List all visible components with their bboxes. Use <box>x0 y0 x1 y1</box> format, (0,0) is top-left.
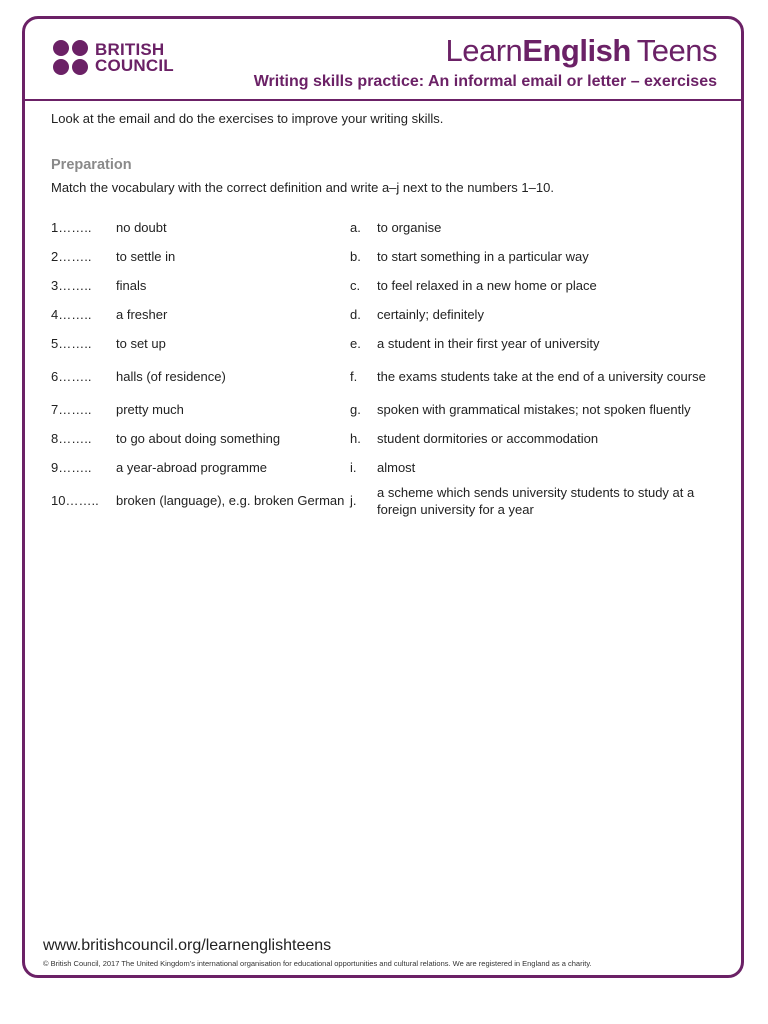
item-number: 2…….. <box>51 249 92 264</box>
british-council-logo <box>53 40 174 75</box>
definition-letter: i. <box>350 460 357 475</box>
item-number: 4…….. <box>51 307 92 322</box>
logo-line-2: COUNCIL <box>95 55 174 75</box>
item-number: 5…….. <box>51 336 92 351</box>
brand-english: English <box>522 33 631 68</box>
table-row <box>51 329 727 358</box>
logo-line-1: BRITISH <box>95 39 165 59</box>
vocabulary-word: finals <box>116 278 147 293</box>
definition-text: certainly; definitely <box>377 307 484 322</box>
definition-letter: a. <box>350 220 361 235</box>
item-number: 3…….. <box>51 278 92 293</box>
header <box>25 19 741 101</box>
definition-letter: c. <box>350 278 361 293</box>
item-number: 7…….. <box>51 402 92 417</box>
table-row <box>51 213 727 242</box>
definition-letter: j. <box>350 493 357 508</box>
definition-letter: d. <box>350 307 361 322</box>
vocabulary-word: to go about doing something <box>116 431 281 446</box>
item-number: 6…….. <box>51 369 92 384</box>
definition-text: the exams students take at the end of a university course <box>377 369 706 384</box>
definition-letter: g. <box>350 402 361 417</box>
definition-letter: f. <box>350 369 358 384</box>
preparation-instruction: Match the vocabulary with the correct definition and write a–j next to the numbers 1–10. <box>51 180 554 195</box>
item-number: 1…….. <box>51 220 92 235</box>
logo-dots-icon <box>53 40 88 75</box>
item-number: 10…….. <box>51 493 99 508</box>
definition-text: spoken with grammatical mistakes; not spoken fluently <box>377 402 691 417</box>
definition-letter: b. <box>350 249 361 264</box>
definition-text: to feel relaxed in a new home or place <box>377 278 597 293</box>
definition-text: a student in their first year of university <box>377 336 600 351</box>
table-row <box>51 300 727 329</box>
item-number: 8…….. <box>51 431 92 446</box>
vocabulary-table <box>51 213 727 519</box>
brand-learn: Learn <box>445 33 523 68</box>
item-number: 9…….. <box>51 460 92 475</box>
table-row <box>51 358 727 395</box>
definition-letter: e. <box>350 336 361 351</box>
table-row <box>51 482 727 519</box>
table-row <box>51 242 727 271</box>
page-frame <box>22 16 744 978</box>
definition-text: almost <box>377 460 416 475</box>
definition-text: to organise <box>377 220 442 235</box>
section-title-preparation: Preparation <box>51 157 132 173</box>
intro-text: Look at the email and do the exercises to improve your writing skills. <box>51 111 444 126</box>
table-row <box>51 424 727 453</box>
definition-letter: h. <box>350 431 361 446</box>
vocabulary-word: a fresher <box>116 307 168 322</box>
footer-url: www.britishcouncil.org/learnenglishteens <box>43 937 332 954</box>
brand-teens: Teens <box>636 33 717 68</box>
vocabulary-word: to settle in <box>116 249 176 264</box>
definition-text: to start something in a particular way <box>377 249 589 264</box>
vocabulary-word: pretty much <box>116 402 184 417</box>
vocabulary-word: no doubt <box>116 220 167 235</box>
table-row <box>51 271 727 300</box>
document-title: Writing skills practice: An informal email or letter – exercises <box>253 73 717 90</box>
definition-text: a scheme which sends university students to study at a foreign university for a year <box>377 484 695 517</box>
vocabulary-word: halls (of residence) <box>116 369 226 384</box>
vocabulary-word: to set up <box>116 336 166 351</box>
table-row <box>51 395 727 424</box>
definition-text: student dormitories or accommodation <box>377 431 599 446</box>
vocabulary-word: a year-abroad programme <box>116 460 268 475</box>
learnenglish-teens-brand <box>446 33 717 69</box>
footer-copyright: © British Council, 2017 The United Kingdom’s international organisation for educational opportunities and cultural relations. We are registered in England as a charity. <box>43 959 592 968</box>
table-row <box>51 453 727 482</box>
vocabulary-word: broken (language), e.g. broken German <box>116 493 345 508</box>
